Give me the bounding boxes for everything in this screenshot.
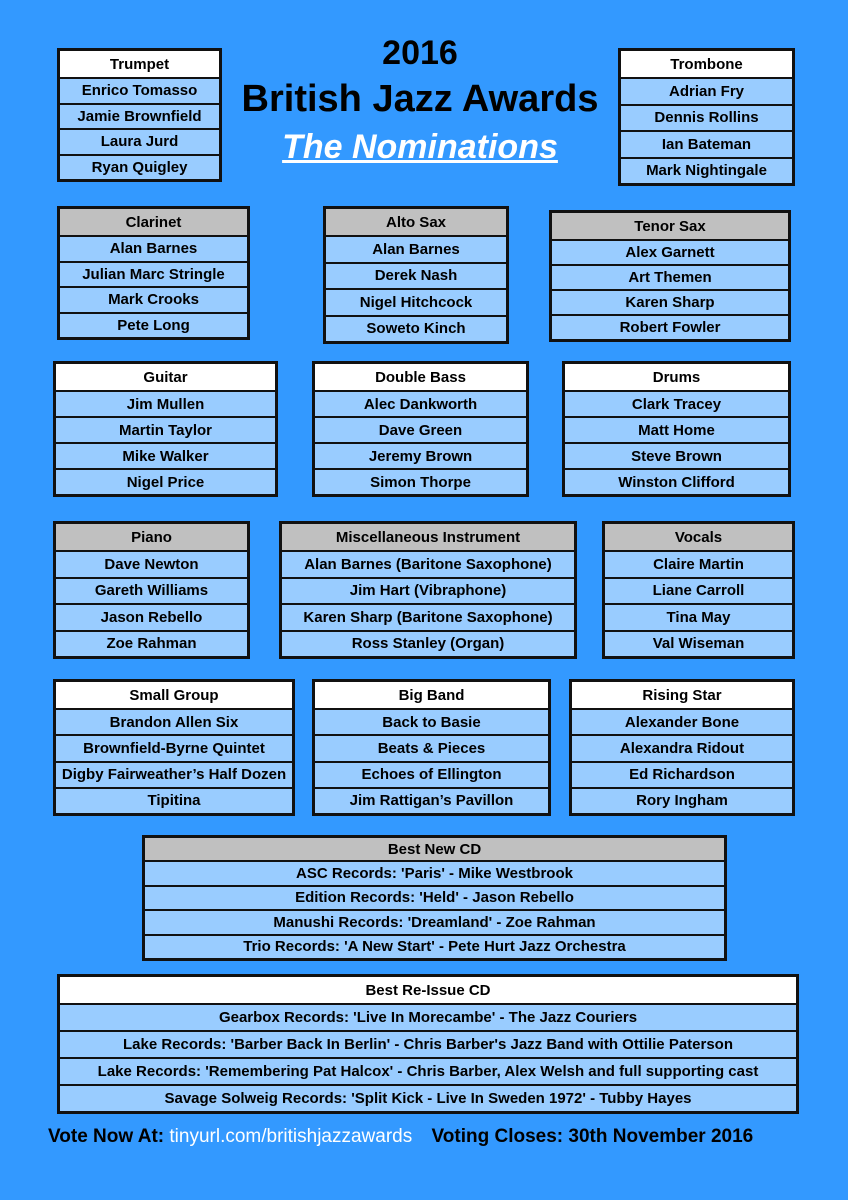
nominee: Lake Records: 'Remembering Pat Halcox' - Chris Barber, Alex Welsh and full supporting cast bbox=[60, 1059, 796, 1084]
category-heading: Double Bass bbox=[315, 364, 526, 390]
nominee: Jeremy Brown bbox=[315, 444, 526, 468]
category-heading: Drums bbox=[565, 364, 788, 390]
nominee: Edition Records: 'Held' - Jason Rebello bbox=[145, 887, 724, 910]
nominee: Alan Barnes bbox=[326, 237, 506, 262]
category-heading: Vocals bbox=[605, 524, 792, 550]
category-heading: Guitar bbox=[56, 364, 275, 390]
category-big-band bbox=[312, 679, 551, 816]
category-alto-sax bbox=[323, 206, 509, 344]
nominee: Karen Sharp bbox=[552, 291, 788, 314]
nominee: Rory Ingham bbox=[572, 789, 792, 813]
nominee: Ryan Quigley bbox=[60, 156, 219, 180]
category-heading: Trumpet bbox=[60, 51, 219, 77]
vote-label: Vote Now At: bbox=[48, 1126, 165, 1147]
nominee: Ed Richardson bbox=[572, 763, 792, 787]
nominee: Mark Nightingale bbox=[621, 159, 792, 184]
category-heading: Miscellaneous Instrument bbox=[282, 524, 574, 550]
footer bbox=[48, 1126, 828, 1148]
category-double-bass bbox=[312, 361, 529, 497]
nominee: Brandon Allen Six bbox=[56, 710, 292, 734]
nominee: Alan Barnes bbox=[60, 237, 247, 261]
nominee: Alec Dankworth bbox=[315, 392, 526, 416]
category-best-new-cd bbox=[142, 835, 727, 961]
nominee: Gearbox Records: 'Live In Morecambe' - The Jazz Couriers bbox=[60, 1005, 796, 1030]
nominee: Jason Rebello bbox=[56, 605, 247, 630]
category-small-group bbox=[53, 679, 295, 816]
nominee: Pete Long bbox=[60, 314, 247, 338]
category-trombone bbox=[618, 48, 795, 186]
category-heading: Best New CD bbox=[145, 838, 724, 860]
nominee: Winston Clifford bbox=[565, 470, 788, 494]
nominee: Julian Marc Stringle bbox=[60, 263, 247, 287]
nominee: Alexander Bone bbox=[572, 710, 792, 734]
nominee: Simon Thorpe bbox=[315, 470, 526, 494]
nominee: Zoe Rahman bbox=[56, 632, 247, 657]
nominee: Adrian Fry bbox=[621, 79, 792, 104]
nominee: Clark Tracey bbox=[565, 392, 788, 416]
nominee: Beats & Pieces bbox=[315, 736, 548, 760]
nominee: Alexandra Ridout bbox=[572, 736, 792, 760]
category-heading: Big Band bbox=[315, 682, 548, 708]
category-heading: Alto Sax bbox=[326, 209, 506, 235]
nominee: Tipitina bbox=[56, 789, 292, 813]
category-heading: Tenor Sax bbox=[552, 213, 788, 239]
category-heading: Small Group bbox=[56, 682, 292, 708]
nominee: Derek Nash bbox=[326, 264, 506, 289]
nominee: Digby Fairweather’s Half Dozen bbox=[56, 763, 292, 787]
nominee: Alex Garnett bbox=[552, 241, 788, 264]
nominee: Steve Brown bbox=[565, 444, 788, 468]
nominee: Soweto Kinch bbox=[326, 317, 506, 342]
category-piano bbox=[53, 521, 250, 659]
nominee: Tina May bbox=[605, 605, 792, 630]
nominee: Trio Records: 'A New Start' - Pete Hurt Jazz Orchestra bbox=[145, 936, 724, 959]
nominee: Art Themen bbox=[552, 266, 788, 289]
nominee: Brownfield-Byrne Quintet bbox=[56, 736, 292, 760]
nominee: Mark Crooks bbox=[60, 288, 247, 312]
page-subtitle: The Nominations bbox=[282, 128, 558, 166]
category-rising-star bbox=[569, 679, 795, 816]
page-title: British Jazz Awards bbox=[241, 78, 599, 120]
nominee: Ross Stanley (Organ) bbox=[282, 632, 574, 657]
nominee: Back to Basie bbox=[315, 710, 548, 734]
nominee: Laura Jurd bbox=[60, 130, 219, 154]
category-clarinet bbox=[57, 206, 250, 340]
nominee: Alan Barnes (Baritone Saxophone) bbox=[282, 552, 574, 577]
nominee: Jamie Brownfield bbox=[60, 105, 219, 129]
nominee: Dave Green bbox=[315, 418, 526, 442]
category-miscellaneous-instrument bbox=[279, 521, 577, 659]
nominee: Echoes of Ellington bbox=[315, 763, 548, 787]
category-heading: Trombone bbox=[621, 51, 792, 77]
category-drums bbox=[562, 361, 791, 497]
category-heading: Best Re-Issue CD bbox=[60, 977, 796, 1003]
nominee: Gareth Williams bbox=[56, 579, 247, 604]
nominee: ASC Records: 'Paris' - Mike Westbrook bbox=[145, 862, 724, 885]
nominee: Mike Walker bbox=[56, 444, 275, 468]
nominee: Claire Martin bbox=[605, 552, 792, 577]
category-tenor-sax bbox=[549, 210, 791, 342]
category-heading: Clarinet bbox=[60, 209, 247, 235]
nominee: Dave Newton bbox=[56, 552, 247, 577]
title-block bbox=[230, 32, 610, 170]
category-heading: Piano bbox=[56, 524, 247, 550]
nominee: Nigel Price bbox=[56, 470, 275, 494]
nominee: Dennis Rollins bbox=[621, 106, 792, 131]
title-year: 2016 bbox=[382, 34, 458, 72]
nominee: Nigel Hitchcock bbox=[326, 290, 506, 315]
category-best-reissue-cd bbox=[57, 974, 799, 1114]
nominee: Liane Carroll bbox=[605, 579, 792, 604]
nominee: Karen Sharp (Baritone Saxophone) bbox=[282, 605, 574, 630]
category-vocals bbox=[602, 521, 795, 659]
nominee: Val Wiseman bbox=[605, 632, 792, 657]
category-heading: Rising Star bbox=[572, 682, 792, 708]
nominee: Savage Solweig Records: 'Split Kick - Live In Sweden 1972' - Tubby Hayes bbox=[60, 1086, 796, 1111]
nominee: Robert Fowler bbox=[552, 316, 788, 339]
nominee: Martin Taylor bbox=[56, 418, 275, 442]
vote-link[interactable]: tinyurl.com/britishjazzawards bbox=[169, 1126, 413, 1147]
nominee: Matt Home bbox=[565, 418, 788, 442]
nominee: Jim Hart (Vibraphone) bbox=[282, 579, 574, 604]
nominee: Enrico Tomasso bbox=[60, 79, 219, 103]
nominee: Jim Rattigan’s Pavillon bbox=[315, 789, 548, 813]
category-trumpet bbox=[57, 48, 222, 182]
nominee: Lake Records: 'Barber Back In Berlin' - Chris Barber's Jazz Band with Ottilie Paterson bbox=[60, 1032, 796, 1057]
voting-closes: Voting Closes: 30th November 2016 bbox=[431, 1126, 754, 1147]
category-guitar bbox=[53, 361, 278, 497]
nominee: Jim Mullen bbox=[56, 392, 275, 416]
nominee: Manushi Records: 'Dreamland' - Zoe Rahman bbox=[145, 911, 724, 934]
nominee: Ian Bateman bbox=[621, 132, 792, 157]
